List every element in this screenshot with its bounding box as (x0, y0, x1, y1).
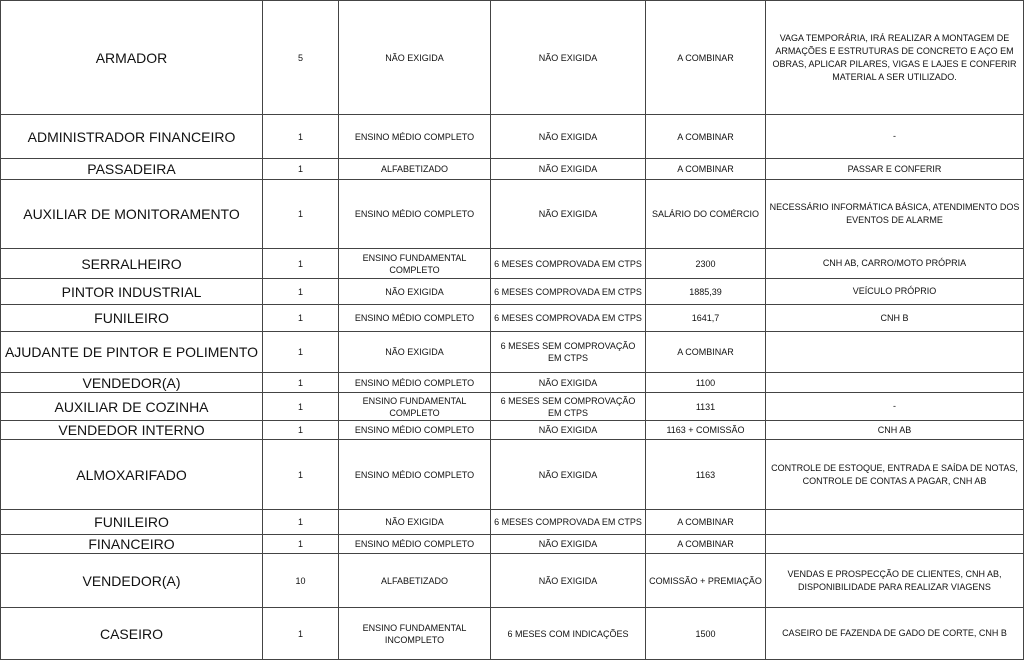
experience-requirement: NÃO EXIGIDA (491, 180, 646, 249)
salary: 2300 (646, 249, 766, 279)
experience-requirement: 6 MESES SEM COMPROVAÇÃO EM CTPS (491, 393, 646, 421)
experience-requirement: NÃO EXIGIDA (491, 159, 646, 180)
job-title: ADMINISTRADOR FINANCEIRO (1, 115, 263, 159)
job-title: AUXILIAR DE COZINHA (1, 393, 263, 421)
vacancy-count: 1 (263, 159, 339, 180)
education-requirement: NÃO EXIGIDA (339, 510, 491, 535)
job-title: PASSADEIRA (1, 159, 263, 180)
job-title: VENDEDOR INTERNO (1, 421, 263, 440)
vacancy-count: 10 (263, 554, 339, 608)
education-requirement: ENSINO MÉDIO COMPLETO (339, 373, 491, 393)
vacancy-count: 1 (263, 510, 339, 535)
table-row (1, 554, 1024, 608)
experience-requirement: 6 MESES COMPROVADA EM CTPS (491, 279, 646, 305)
salary: SALÁRIO DO COMÉRCIO (646, 180, 766, 249)
job-notes (766, 373, 1024, 393)
job-notes (766, 535, 1024, 554)
vacancy-count: 1 (263, 393, 339, 421)
job-title: FUNILEIRO (1, 305, 263, 332)
table-row (1, 115, 1024, 159)
job-title: ALMOXARIFADO (1, 440, 263, 510)
vacancy-count: 1 (263, 608, 339, 660)
education-requirement: ENSINO MÉDIO COMPLETO (339, 421, 491, 440)
experience-requirement: 6 MESES COMPROVADA EM CTPS (491, 249, 646, 279)
vacancy-count: 1 (263, 421, 339, 440)
table-row (1, 305, 1024, 332)
table-row (1, 510, 1024, 535)
education-requirement: ENSINO FUNDAMENTAL COMPLETO (339, 393, 491, 421)
salary: COMISSÃO + PREMIAÇÃO (646, 554, 766, 608)
education-requirement: ENSINO MÉDIO COMPLETO (339, 440, 491, 510)
table-row (1, 373, 1024, 393)
vacancy-count: 1 (263, 115, 339, 159)
job-notes: CNH B (766, 305, 1024, 332)
vacancy-count: 1 (263, 180, 339, 249)
table-row (1, 279, 1024, 305)
job-notes: - (766, 115, 1024, 159)
salary: 1163 + COMISSÃO (646, 421, 766, 440)
salary: 1131 (646, 393, 766, 421)
experience-requirement: 6 MESES COM INDICAÇÕES (491, 608, 646, 660)
education-requirement: ENSINO MÉDIO COMPLETO (339, 305, 491, 332)
salary: A COMBINAR (646, 332, 766, 373)
education-requirement: NÃO EXIGIDA (339, 332, 491, 373)
education-requirement: NÃO EXIGIDA (339, 1, 491, 115)
job-title: AJUDANTE DE PINTOR E POLIMENTO (1, 332, 263, 373)
table-row (1, 393, 1024, 421)
job-notes: CNH AB, CARRO/MOTO PRÓPRIA (766, 249, 1024, 279)
education-requirement: ENSINO MÉDIO COMPLETO (339, 180, 491, 249)
job-notes: CASEIRO DE FAZENDA DE GADO DE CORTE, CNH B (766, 608, 1024, 660)
salary: 1163 (646, 440, 766, 510)
experience-requirement: NÃO EXIGIDA (491, 373, 646, 393)
experience-requirement: NÃO EXIGIDA (491, 535, 646, 554)
job-notes: VAGA TEMPORÁRIA, IRÁ REALIZAR A MONTAGEM DE ARMAÇÕES E ESTRUTURAS DE CONCRETO E AÇO EM OBRAS, APLICAR PILARES, VIGAS E LAJES E CONFERIR MATERIAL A SER UTILIZADO. (766, 1, 1024, 115)
job-title: PINTOR INDUSTRIAL (1, 279, 263, 305)
job-notes: VENDAS E PROSPECÇÃO DE CLIENTES, CNH AB, DISPONIBILIDADE PARA REALIZAR VIAGENS (766, 554, 1024, 608)
experience-requirement: NÃO EXIGIDA (491, 554, 646, 608)
education-requirement: ALFABETIZADO (339, 554, 491, 608)
education-requirement: NÃO EXIGIDA (339, 279, 491, 305)
table-row (1, 535, 1024, 554)
vacancy-count: 1 (263, 305, 339, 332)
job-title: FINANCEIRO (1, 535, 263, 554)
table-row (1, 1, 1024, 115)
education-requirement: ENSINO MÉDIO COMPLETO (339, 115, 491, 159)
job-title: ARMADOR (1, 1, 263, 115)
table-row (1, 159, 1024, 180)
job-notes (766, 510, 1024, 535)
education-requirement: ALFABETIZADO (339, 159, 491, 180)
education-requirement: ENSINO FUNDAMENTAL INCOMPLETO (339, 608, 491, 660)
job-title: AUXILIAR DE MONITORAMENTO (1, 180, 263, 249)
vacancy-count: 1 (263, 279, 339, 305)
experience-requirement: NÃO EXIGIDA (491, 421, 646, 440)
table-row (1, 608, 1024, 660)
job-notes: VEÍCULO PRÓPRIO (766, 279, 1024, 305)
salary: A COMBINAR (646, 510, 766, 535)
salary: A COMBINAR (646, 1, 766, 115)
table-row (1, 180, 1024, 249)
salary: 1500 (646, 608, 766, 660)
vacancy-count: 1 (263, 535, 339, 554)
vacancy-count: 1 (263, 440, 339, 510)
table-row (1, 249, 1024, 279)
salary: A COMBINAR (646, 115, 766, 159)
salary: 1641,7 (646, 305, 766, 332)
experience-requirement: 6 MESES SEM COMPROVAÇÃO EM CTPS (491, 332, 646, 373)
job-notes: - (766, 393, 1024, 421)
job-notes: CNH AB (766, 421, 1024, 440)
job-title: VENDEDOR(A) (1, 373, 263, 393)
job-notes: CONTROLE DE ESTOQUE, ENTRADA E SAÍDA DE NOTAS, CONTROLE DE CONTAS A PAGAR, CNH AB (766, 440, 1024, 510)
experience-requirement: NÃO EXIGIDA (491, 440, 646, 510)
job-notes (766, 332, 1024, 373)
job-notes: NECESSÁRIO INFORMÁTICA BÁSICA, ATENDIMENTO DOS EVENTOS DE ALARME (766, 180, 1024, 249)
experience-requirement: NÃO EXIGIDA (491, 1, 646, 115)
table-row (1, 332, 1024, 373)
salary: A COMBINAR (646, 535, 766, 554)
job-notes: PASSAR E CONFERIR (766, 159, 1024, 180)
salary: 1100 (646, 373, 766, 393)
vacancy-count: 1 (263, 249, 339, 279)
education-requirement: ENSINO FUNDAMENTAL COMPLETO (339, 249, 491, 279)
education-requirement: ENSINO MÉDIO COMPLETO (339, 535, 491, 554)
experience-requirement: NÃO EXIGIDA (491, 115, 646, 159)
vacancy-count: 5 (263, 1, 339, 115)
job-title: VENDEDOR(A) (1, 554, 263, 608)
experience-requirement: 6 MESES COMPROVADA EM CTPS (491, 305, 646, 332)
salary: 1885,39 (646, 279, 766, 305)
table-row (1, 421, 1024, 440)
job-title: SERRALHEIRO (1, 249, 263, 279)
vacancy-count: 1 (263, 332, 339, 373)
table-row (1, 440, 1024, 510)
job-title: FUNILEIRO (1, 510, 263, 535)
job-title: CASEIRO (1, 608, 263, 660)
experience-requirement: 6 MESES COMPROVADA EM CTPS (491, 510, 646, 535)
salary: A COMBINAR (646, 159, 766, 180)
vacancy-count: 1 (263, 373, 339, 393)
